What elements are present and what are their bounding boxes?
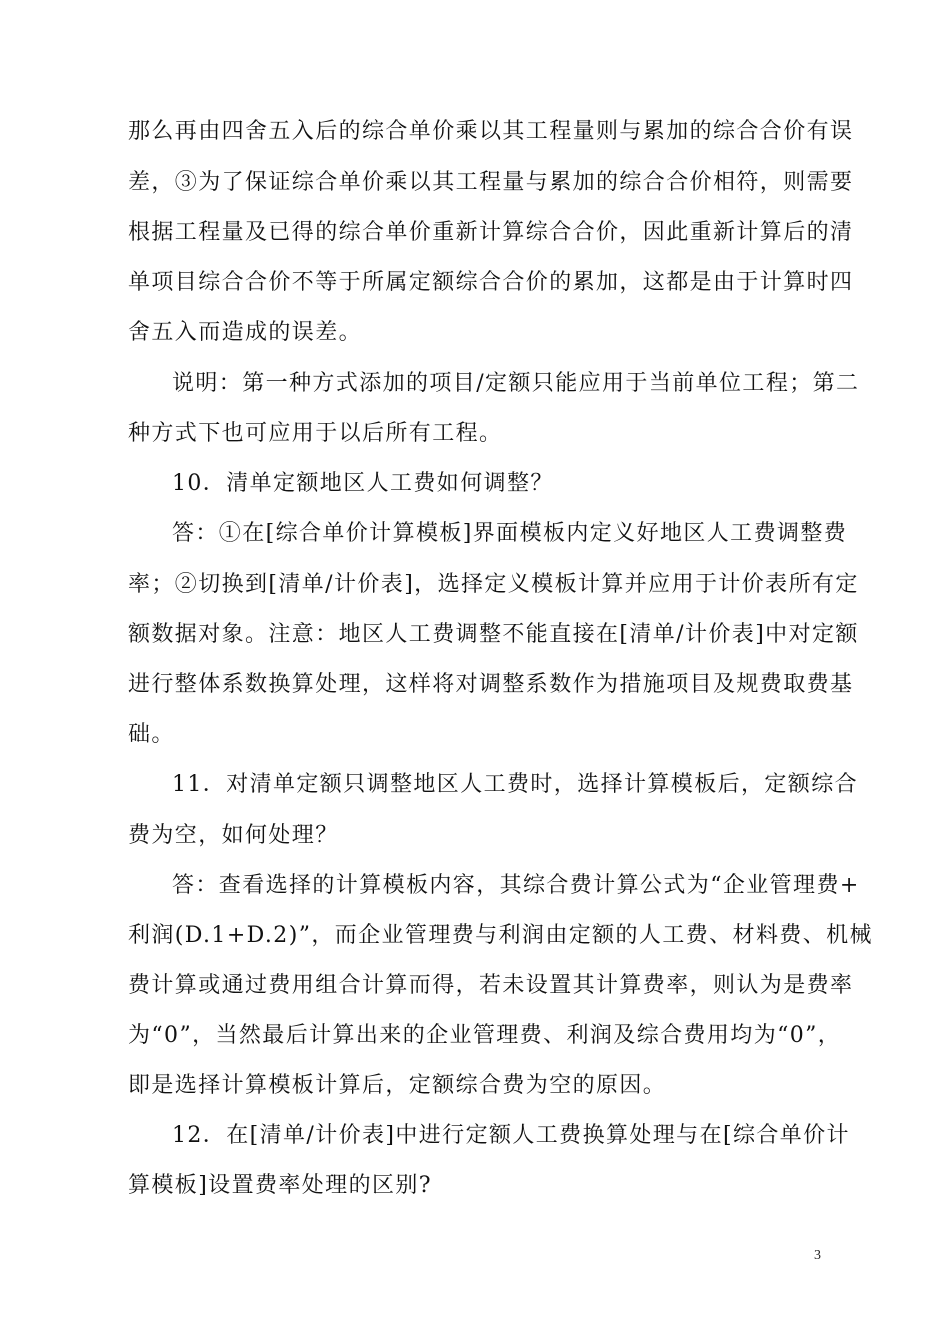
text-line: 算模板]设置费率处理的区别?: [128, 1173, 432, 1198]
text-line: 为“0”，当然最后计算出来的企业管理费、利润及综合费用均为“0”，: [128, 1023, 842, 1048]
text-line: 率；②切换到[清单/计价表]，选择定义模板计算并应用于计价表所有定: [128, 572, 859, 597]
text-line: 根据工程量及已得的综合单价重新计算综合合价，因此重新计算后的清: [128, 220, 854, 245]
text-line: 那么再由四舍五入后的综合单价乘以其工程量则与累加的综合合价有误: [128, 119, 854, 144]
text-line: 差，③为了保证综合单价乘以其工程量与累加的综合合价相符，则需要: [128, 170, 854, 195]
question-11-heading: 11．对清单定额只调整地区人工费时，选择计算模板后，定额综合: [172, 772, 858, 797]
text-line: 即是选择计算模板计算后，定额综合费为空的原因。: [128, 1073, 667, 1098]
text-line: 费计算或通过费用组合计算而得，若未设置其计算费率，则认为是费率: [128, 973, 854, 998]
text-line: 础。: [128, 722, 175, 747]
text-line: 舍五入而造成的误差。: [128, 320, 363, 345]
page-number: 3: [814, 1248, 821, 1263]
question-12-heading: 12．在[清单/计价表]中进行定额人工费换算处理与在[综合单价计: [172, 1123, 850, 1148]
note-paragraph: 说明：第一种方式添加的项目/定额只能应用于当前单位工程；第二: [172, 371, 860, 396]
answer-11-paragraph: 答：查看选择的计算模板内容，其综合费计算公式为“企业管理费+: [172, 873, 860, 898]
question-10-heading: 10．清单定额地区人工费如何调整？: [172, 471, 554, 496]
text-line: 额数据对象。注意：地区人工费调整不能直接在[清单/计价表]中对定额: [128, 622, 859, 647]
text-line: 单项目综合合价不等于所属定额综合合价的累加，这都是由于计算时四: [128, 270, 854, 295]
answer-10-paragraph: 答：①在[综合单价计算模板]界面模板内定义好地区人工费调整费: [172, 521, 848, 546]
text-line: 利润(D.1+D.2)”，而企业管理费与利润由定额的人工费、材料费、机械: [128, 923, 873, 948]
text-line: 进行整体系数换算处理，这样将对调整系数作为措施项目及规费取费基: [128, 672, 854, 697]
text-line: 费为空，如何处理？: [128, 823, 339, 848]
text-line: 种方式下也可应用于以后所有工程。: [128, 421, 503, 446]
